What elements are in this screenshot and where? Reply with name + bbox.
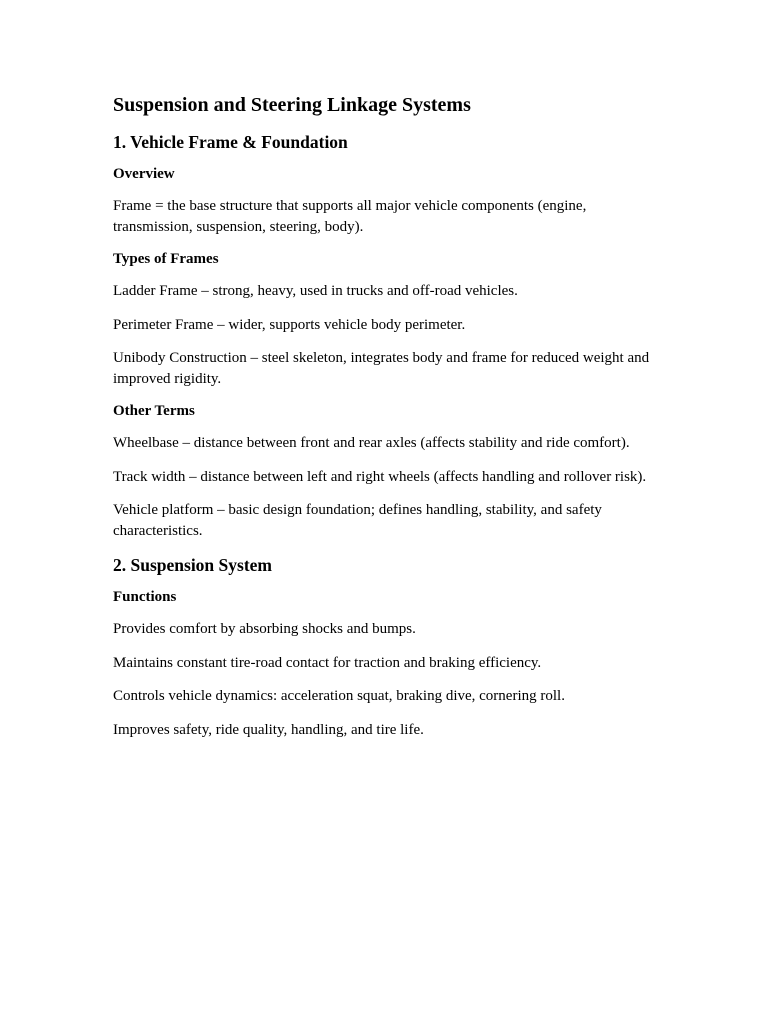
paragraph: Ladder Frame – strong, heavy, used in trucks and off-road vehicles. [113,283,518,299]
subheading-other-terms: Other Terms [113,403,195,419]
section-vehicle-frame [113,131,661,541]
subheading-functions: Functions [113,589,177,605]
paragraph: Unibody Construction – steel skeleton, integrates body and frame for reduced weight and improved rigidity. [113,350,650,387]
paragraph: Provides comfort by absorbing shocks and bumps. [113,621,416,637]
paragraph: Frame = the base structure that supports all major vehicle components (engine, transmission, suspension, steering, body). [113,198,587,235]
paragraph: Maintains constant tire-road contact for traction and braking efficiency. [113,654,542,671]
subheading-types-of-frames: Types of Frames [113,251,219,267]
paragraph: Perimeter Frame – wider, supports vehicle body perimeter. [113,316,466,333]
document-body [113,93,661,753]
section-suspension-system [113,554,661,740]
paragraph: Improves safety, ride quality, handling, and tire life. [113,721,424,738]
paragraph: Wheelbase – distance between front and rear axles (affects stability and ride comfort). [113,435,630,451]
paragraph: Controls vehicle dynamics: acceleration squat, braking dive, cornering roll. [113,688,565,704]
paragraph: Track width – distance between left and right wheels (affects handling and rollover risk). [113,468,647,485]
section-heading: 1. Vehicle Frame & Foundation [113,132,348,152]
subheading-overview: Overview [113,166,175,182]
document-title: Suspension and Steering Linkage Systems [113,94,471,116]
section-heading: 2. Suspension System [113,555,273,575]
paragraph: Vehicle platform – basic design foundation; defines handling, stability, and safety characteristics. [113,502,602,539]
